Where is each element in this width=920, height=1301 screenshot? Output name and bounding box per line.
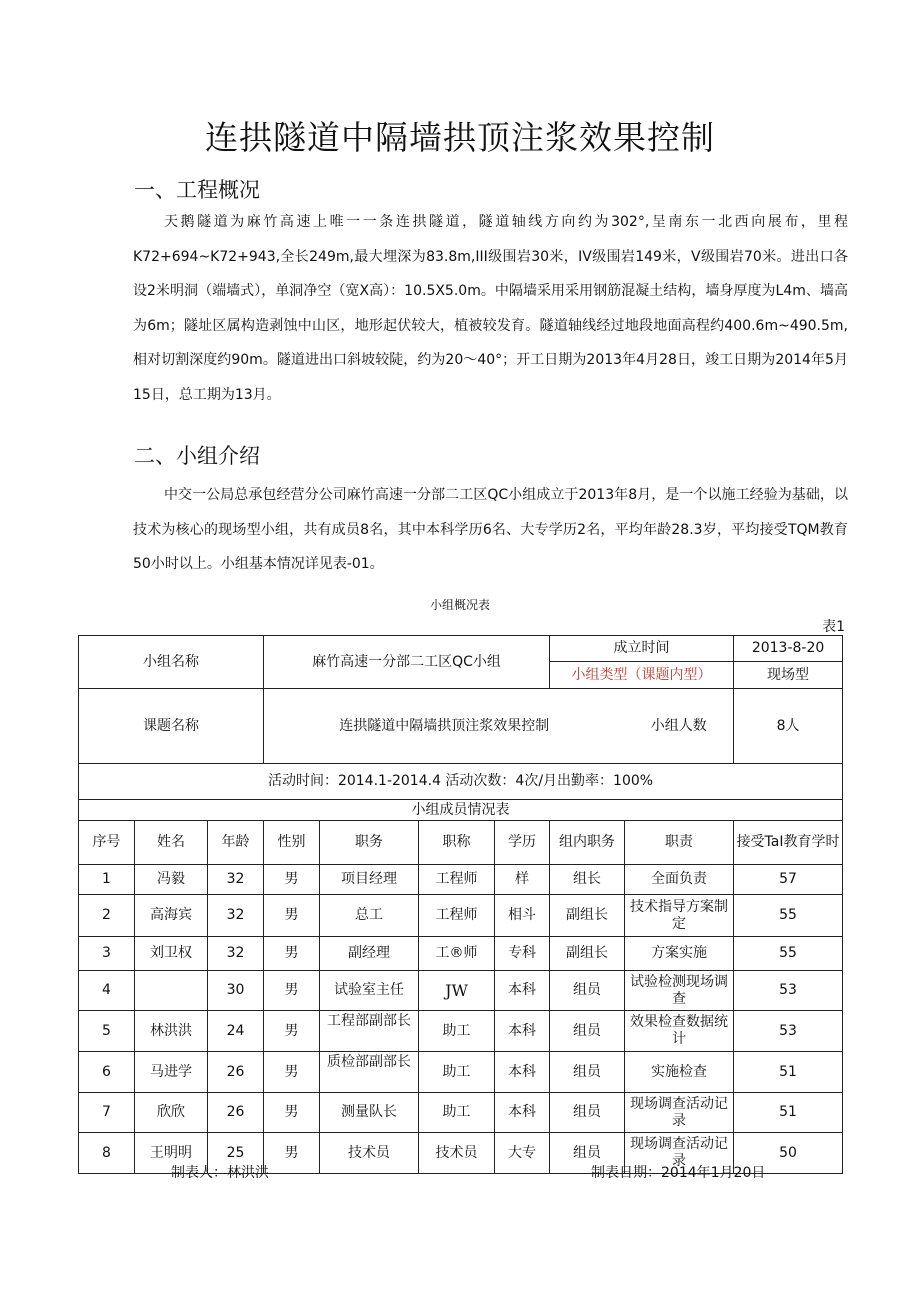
header-edu: 学历 — [495, 821, 550, 865]
cell-role: 组员 — [550, 971, 625, 1011]
cell-hours: 55 — [734, 937, 843, 971]
header-name: 姓名 — [135, 821, 208, 865]
cell-edu: 大专 — [495, 1133, 550, 1174]
table-maker: 制表人：林洪洪 — [171, 1165, 269, 1181]
cell-title: 工®师 — [419, 937, 495, 971]
cell-hours: 51 — [734, 1093, 843, 1133]
cell-age: 26 — [208, 1052, 264, 1093]
section-heading-group: 二、小组介绍 — [134, 444, 260, 468]
cell-no: 4 — [79, 971, 135, 1011]
cell-sex: 男 — [264, 1052, 320, 1093]
topic-label: 课题名称 — [79, 689, 264, 764]
cell-role: 组员 — [550, 1093, 625, 1133]
header-no: 序号 — [79, 821, 135, 865]
page-title: 连拱隧道中隔墙拱顶注浆效果控制 — [205, 118, 715, 157]
topic-value: 连拱隧道中隔墙拱顶注浆效果控制 — [264, 689, 625, 764]
cell-title: 工程师 — [419, 865, 495, 895]
cell-duty: 现场调查活动记录 — [625, 1133, 734, 1174]
members-value: 8人 — [734, 689, 843, 764]
section-text-group: 中交一公局总承包经营分公司麻竹高速一分部二工区QC小组成立于2013年8月，是一个以施工经验为基础，以技术为核心的现场型小组，共有成员8名，其中本科学历6名、大专学历2名，平均年龄28.3岁，平均接受TQM教育50小时以上。小组基本情况详见表-01。 — [133, 487, 848, 572]
cell-edu: 本科 — [495, 1011, 550, 1052]
cell-edu: 本科 — [495, 1052, 550, 1093]
cell-edu: 本科 — [495, 971, 550, 1011]
cell-title: 助工 — [419, 1093, 495, 1133]
header-role: 组内职务 — [550, 821, 625, 865]
cell-name: 欣欣 — [135, 1093, 208, 1133]
cell-name: 林洪洪 — [135, 1011, 208, 1052]
members-label: 小组人数 — [625, 689, 734, 764]
founded-value: 2013-8-20 — [734, 636, 843, 662]
group-type-value: 现场型 — [734, 662, 843, 689]
cell-sex: 男 — [264, 895, 320, 937]
cell-age: 25 — [208, 1133, 264, 1174]
cell-post: 质检部副部长 — [320, 1052, 419, 1093]
activity-info: 活动时间：2014.1-2014.4 活动次数：4次/月出勤率：100% — [79, 764, 843, 800]
cell-title: JW — [419, 971, 495, 1011]
cell-sex: 男 — [264, 937, 320, 971]
members-table-title: 小组成员情况表 — [79, 800, 843, 821]
cell-post: 副经理 — [320, 937, 419, 971]
cell-hours: 57 — [734, 865, 843, 895]
cell-edu: 相斗 — [495, 895, 550, 937]
cell-age: 32 — [208, 937, 264, 971]
group-type-label: 小组类型（课题内型） — [550, 662, 734, 689]
cell-age: 32 — [208, 865, 264, 895]
cell-duty: 现场调查活动记录 — [625, 1093, 734, 1133]
cell-no: 6 — [79, 1052, 135, 1093]
header-hours: 接受TaI教育学时 — [734, 821, 843, 865]
header-age: 年龄 — [208, 821, 264, 865]
cell-edu: 专科 — [495, 937, 550, 971]
cell-name: 刘卫权 — [135, 937, 208, 971]
cell-no: 2 — [79, 895, 135, 937]
cell-age: 30 — [208, 971, 264, 1011]
table-row — [79, 1052, 843, 1093]
cell-name: 冯毅 — [135, 865, 208, 895]
cell-hours: 55 — [734, 895, 843, 937]
cell-edu: 样 — [495, 865, 550, 895]
founded-label: 成立时间 — [550, 636, 734, 662]
cell-role: 组员 — [550, 1011, 625, 1052]
table-row — [79, 971, 843, 1011]
cell-role: 组员 — [550, 1133, 625, 1174]
table-date: 制表日期：2014年1月20日 — [591, 1165, 766, 1181]
section-heading-overview: 一、工程概况 — [134, 178, 260, 202]
cell-sex: 男 — [264, 1011, 320, 1052]
cell-hours: 53 — [734, 1011, 843, 1052]
cell-role: 副组长 — [550, 895, 625, 937]
cell-post: 总工 — [320, 895, 419, 937]
cell-no: 5 — [79, 1011, 135, 1052]
cell-duty: 技术指导方案制定 — [625, 895, 734, 937]
cell-duty: 方案实施 — [625, 937, 734, 971]
cell-no: 3 — [79, 937, 135, 971]
cell-sex: 男 — [264, 1093, 320, 1133]
cell-age: 32 — [208, 895, 264, 937]
cell-sex: 男 — [264, 1133, 320, 1174]
header-sex: 性别 — [264, 821, 320, 865]
cell-duty: 实施检查 — [625, 1052, 734, 1093]
cell-name: 马进学 — [135, 1052, 208, 1093]
cell-post: 试验室主任 — [320, 971, 419, 1011]
cell-no: 7 — [79, 1093, 135, 1133]
cell-name: 高海宾 — [135, 895, 208, 937]
cell-duty: 效果检查数据统计 — [625, 1011, 734, 1052]
cell-duty: 全面负责 — [625, 865, 734, 895]
cell-age: 26 — [208, 1093, 264, 1133]
cell-sex: 男 — [264, 865, 320, 895]
cell-hours: 51 — [734, 1052, 843, 1093]
cell-hours: 50 — [734, 1133, 843, 1174]
cell-duty: 试验检测现场调查 — [625, 971, 734, 1011]
cell-no: 8 — [79, 1133, 135, 1174]
header-duty: 职责 — [625, 821, 734, 865]
cell-edu: 本科 — [495, 1093, 550, 1133]
table-row — [79, 895, 843, 937]
cell-sex: 男 — [264, 971, 320, 1011]
cell-no: 1 — [79, 865, 135, 895]
cell-post: 技术员 — [320, 1133, 419, 1174]
table-row — [79, 937, 843, 971]
cell-post: 工程部副部长 — [320, 1011, 419, 1052]
cell-title: 技术员 — [419, 1133, 495, 1174]
header-title: 职称 — [419, 821, 495, 865]
cell-role: 副组长 — [550, 937, 625, 971]
cell-role: 组员 — [550, 1052, 625, 1093]
cell-title: 工程师 — [419, 895, 495, 937]
group-name-label: 小组名称 — [79, 636, 264, 689]
cell-name — [135, 971, 208, 1011]
cell-post: 测量队长 — [320, 1093, 419, 1133]
header-post: 职务 — [320, 821, 419, 865]
cell-name: 王明明 — [135, 1133, 208, 1174]
cell-title: 助工 — [419, 1011, 495, 1052]
cell-title: 助工 — [419, 1052, 495, 1093]
table-row — [79, 1011, 843, 1052]
cell-post: 项目经理 — [320, 865, 419, 895]
table-row — [79, 1093, 843, 1133]
table-caption: 小组概况表 — [429, 598, 490, 612]
group-name-value: 麻竹高速一分部二工区QC小组 — [264, 636, 550, 689]
section-text-overview: 天鹅隧道为麻竹高速上唯一一条连拱隧道，隧道轴线方向约为302°,呈南东一北西向展布，里程K72+694~K72+943,全长249m,最大埋深为83.8m,III级围岩30米，IV级围岩149米，V级围岩70米。进出口各设2米明洞（端墙式），单洞净空（宽X高）：10.5X5.0m。中隔墙采用采用钢筋混凝土结构，墙身厚度为L4m、墙高为6m；隧址区属构造剥蚀中山区，地形起伏较大，植被较发育。隧道轴线经过地段地面高程约400.6m~490.5m,相对切割深度约90m。隧道进出口斜坡较陡，约为20～40°；开工日期为2013年4月28日，竣工日期为2014年5月15日，总工期为13月。 — [133, 214, 848, 403]
table-row — [79, 865, 843, 895]
table-number: 表1 — [822, 619, 845, 635]
cell-role: 组长 — [550, 865, 625, 895]
cell-hours: 53 — [734, 971, 843, 1011]
group-overview-table — [78, 635, 843, 1174]
cell-age: 24 — [208, 1011, 264, 1052]
